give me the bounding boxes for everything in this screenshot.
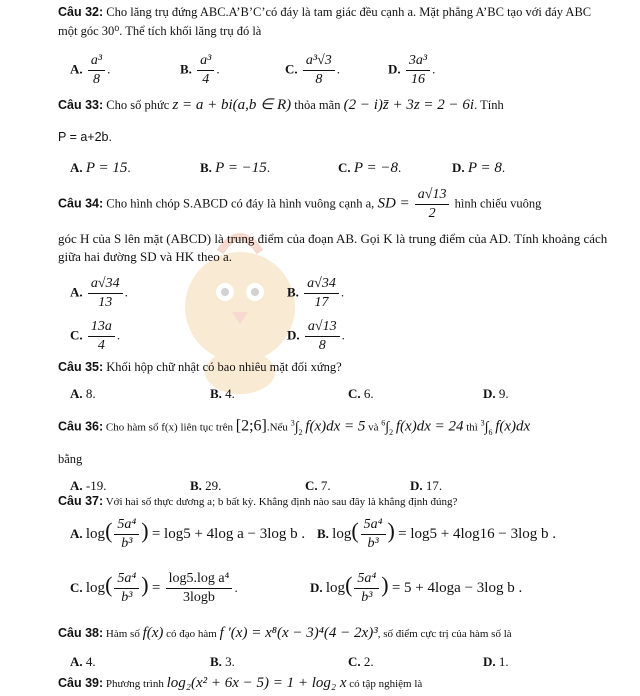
- option-33-a[interactable]: A. P = 15.: [70, 160, 131, 176]
- question-text: hình chiếu vuông: [454, 196, 542, 211]
- option-value: 2.: [363, 654, 374, 669]
- option-32-b[interactable]: B. $\frac{\text{a³}}{4}$ .: [180, 53, 220, 87]
- option-value: 3.: [225, 654, 235, 669]
- option-value: 7.: [320, 478, 331, 493]
- question-text: góc H của S lên mặt (ABCD) là trung điểm của đoạn AB. Gọi K là trung điểm của AD. Tính khoảng cách giữa hai đường SD và HK theo a.: [58, 231, 608, 264]
- question-text: .Nếu: [266, 421, 288, 434]
- question-text: Khối hộp chữ nhật có bao nhiêu mặt đối xứng?: [106, 360, 342, 374]
- option-letter: B.: [317, 525, 329, 541]
- option-value: = log5 + 4log16 − 3log b .: [398, 525, 557, 542]
- option-letter: B.: [287, 284, 299, 300]
- option-letter: B.: [210, 386, 222, 401]
- math-expression: f(x)dx = 24: [395, 418, 464, 435]
- math-fraction: $\frac{a√13}{2}$: [415, 186, 450, 223]
- option-fraction: $\frac{\text{a³}}{8}$: [88, 52, 105, 89]
- question-label: Câu 37:: [58, 494, 104, 508]
- option-value: 17.: [425, 478, 443, 493]
- option-35-b[interactable]: [210, 386, 235, 402]
- option-34-d[interactable]: D. $\frac{a√13}{8}$ .: [287, 319, 345, 353]
- option-fraction: $\frac{13a}{4}$: [88, 318, 115, 355]
- question-text: thỏa mãn: [294, 98, 341, 112]
- option-34-a[interactable]: A. $\frac{a√34}{13}$ .: [70, 276, 128, 310]
- option-value: 6.: [363, 386, 374, 401]
- question-label: Câu 35:: [58, 360, 104, 374]
- option-value: 1.: [498, 654, 509, 669]
- option-fraction: $\frac{\text{log5.log a⁴}}{3\log b}$: [166, 570, 233, 607]
- question-text: , số điểm cực trị của hàm số là: [377, 628, 512, 640]
- option-value: P = 15: [85, 160, 128, 176]
- question-text: và: [368, 421, 379, 434]
- question-text: Cho hình chóp S.ABCD có đáy là hình vuông cạnh a,: [106, 196, 375, 211]
- option-letter: B.: [210, 654, 222, 669]
- option-35-c[interactable]: [348, 386, 374, 402]
- option-value: P = −15: [215, 160, 267, 176]
- option-letter: A.: [70, 160, 83, 175]
- question-text: có đạo hàm: [166, 628, 217, 640]
- option-letter: D.: [483, 386, 496, 401]
- option-32-d[interactable]: D. $\frac{\text{3a³}}{16}$ .: [388, 53, 436, 87]
- option-value: -19.: [85, 478, 107, 493]
- question-38: [58, 626, 614, 642]
- option-36-c[interactable]: [305, 478, 331, 494]
- question-text: thì: [466, 421, 478, 434]
- option-letter: A.: [70, 61, 83, 77]
- question-32: [58, 5, 614, 20]
- question-text: bằng: [58, 452, 83, 466]
- option-fraction: $\frac{a√34}{13}$: [88, 275, 123, 312]
- question-37: [58, 494, 614, 510]
- option-letter: D.: [410, 478, 423, 493]
- option-letter: A.: [70, 478, 83, 493]
- question-33: [58, 98, 614, 113]
- option-value: P = 8: [467, 160, 502, 176]
- option-38-c[interactable]: [348, 654, 374, 670]
- option-letter: A.: [70, 386, 83, 401]
- option-value: = 5 + 4loga − 3log b .: [391, 579, 523, 596]
- option-36-d[interactable]: [410, 478, 442, 494]
- option-letter: D.: [287, 327, 300, 343]
- option-letter: C.: [70, 327, 83, 343]
- question-label: Câu 33:: [58, 98, 104, 112]
- question-text: một góc 30⁰. Thể tích khối lăng trụ đó là: [58, 24, 262, 38]
- question-34: [58, 186, 614, 223]
- integral-3: $^3\int_6$: [480, 418, 493, 437]
- option-value: = log5 + 4log a − 3log b .: [151, 525, 306, 542]
- math-expression: f ′(x) = x⁸(x − 3)⁴(4 − 2x)³: [219, 625, 378, 641]
- option-letter: C.: [70, 579, 83, 595]
- question-36: [58, 415, 614, 439]
- option-value: 9.: [498, 386, 509, 401]
- math-expression: f(x): [142, 625, 164, 641]
- option-32-c[interactable]: C. $\frac{\text{a³√3}}{8}$ .: [285, 53, 341, 87]
- question-text: Cho lăng trụ đứng ABC.A’B’C’có đáy là tam giác đều cạnh a. Mặt phẳng A’BC tạo với đáy ABC: [106, 5, 592, 19]
- option-36-a[interactable]: [70, 478, 106, 494]
- question-label: Câu 38:: [58, 626, 104, 640]
- option-letter: A.: [70, 525, 83, 541]
- option-letter: A.: [70, 284, 83, 300]
- math-expression: f(x)dx = 5: [305, 418, 366, 435]
- option-fraction: $\frac{\text{a³√3}}{8}$: [303, 52, 335, 89]
- option-letter: B.: [200, 160, 212, 175]
- option-fraction: $\frac{\text{a³}}{4}$: [197, 52, 214, 89]
- option-letter: D.: [388, 61, 401, 77]
- question-34-body: [58, 230, 614, 266]
- option-33-c[interactable]: C. P = −8.: [338, 160, 402, 176]
- math-expression: f(x)dx: [495, 418, 531, 435]
- question-text: Hàm số: [105, 628, 140, 640]
- question-text: Với hai số thực dương a; b bất kỳ. Khẳng định nào sau đây là khẳng định đúng?: [105, 496, 458, 508]
- question-text: Cho số phức: [106, 98, 170, 112]
- option-letter: C.: [285, 61, 298, 77]
- math-expression: SD =: [377, 195, 410, 212]
- option-fraction: $\frac{a√34}{17}$: [304, 275, 339, 312]
- question-text: P = a+2b.: [58, 130, 112, 144]
- integral-1: $^3\int_2$: [290, 418, 303, 437]
- option-value: 4.: [85, 654, 96, 669]
- option-fraction: $\frac{a√13}{8}$: [305, 318, 340, 355]
- math-equation: (2 − i)z̄ + 3z = 2 − 6i: [343, 97, 475, 113]
- option-38-b[interactable]: [210, 654, 235, 670]
- option-value: 4.: [225, 386, 235, 401]
- option-33-b[interactable]: B. P = −15.: [200, 160, 271, 176]
- question-label: Câu 32:: [58, 5, 104, 19]
- option-value: P = −8: [353, 160, 399, 176]
- option-37-d[interactable]: D. log( $\frac{\text{5a⁴}}{\text{b³}}$ ) = 5 + 4loga − 3log b .: [310, 571, 523, 605]
- question-text: . Tính: [474, 98, 504, 112]
- option-37-b[interactable]: B. log( $\frac{\text{5a⁴}}{\text{b³}}$ ) = log5 + 4log16 − 3log b .: [317, 517, 557, 551]
- option-34-b[interactable]: B. $\frac{a√34}{17}$ .: [287, 276, 345, 310]
- option-letter: D.: [452, 160, 465, 175]
- option-value: 8.: [85, 386, 96, 401]
- option-letter: C.: [338, 160, 351, 175]
- question-text: có tập nghiệm là: [349, 678, 423, 690]
- option-37-c[interactable]: C. log( $\frac{\text{5a⁴}}{\text{b³}}$ ) = $\frac{\text{log5.log a⁴}}{3\log b}$ .: [70, 571, 238, 606]
- math-expression: z = a + bi(a,b ∈ R): [172, 97, 292, 113]
- math-interval: [2;6]: [235, 417, 267, 435]
- question-35: [58, 360, 614, 375]
- option-letter: D.: [310, 579, 323, 595]
- option-value: 29.: [205, 478, 222, 493]
- option-33-d[interactable]: D. P = 8.: [452, 160, 506, 176]
- question-36-line2: [58, 452, 614, 467]
- question-32-line2: [58, 24, 614, 39]
- option-35-d[interactable]: [483, 386, 509, 402]
- question-label: Câu 39:: [58, 676, 104, 690]
- option-letter: B.: [190, 478, 202, 493]
- option-38-a[interactable]: [70, 654, 96, 670]
- option-letter: C.: [348, 386, 361, 401]
- option-letter: A.: [70, 654, 83, 669]
- question-39: [58, 676, 614, 692]
- option-36-b[interactable]: [190, 478, 221, 494]
- question-label: Câu 34:: [58, 196, 104, 211]
- option-34-c[interactable]: C. $\frac{13a}{4}$ .: [70, 319, 121, 353]
- option-fraction: $\frac{\text{3a³}}{16}$: [406, 52, 430, 89]
- option-35-a[interactable]: [70, 386, 96, 402]
- option-37-a[interactable]: A. log( $\frac{\text{5a⁴}}{\text{b³}}$ ) = log5 + 4log a − 3log b .: [70, 517, 306, 551]
- option-38-d[interactable]: [483, 654, 509, 670]
- option-letter: C.: [305, 478, 318, 493]
- option-letter: D.: [483, 654, 496, 669]
- option-letter: B.: [180, 61, 192, 77]
- question-label: Câu 36:: [58, 419, 104, 434]
- option-32-a[interactable]: A. $\frac{\text{a³}}{8}$ .: [70, 53, 111, 87]
- question-text: Cho hàm số f(x) liên tục trên: [105, 421, 233, 434]
- math-equation: log₂(x² + 6x − 5) = 1 + log₂ x: [166, 675, 347, 691]
- question-text: Phương trình: [105, 678, 164, 690]
- option-letter: C.: [348, 654, 361, 669]
- question-33-line2: [58, 130, 614, 145]
- integral-2: $^6\int_2$: [381, 418, 394, 437]
